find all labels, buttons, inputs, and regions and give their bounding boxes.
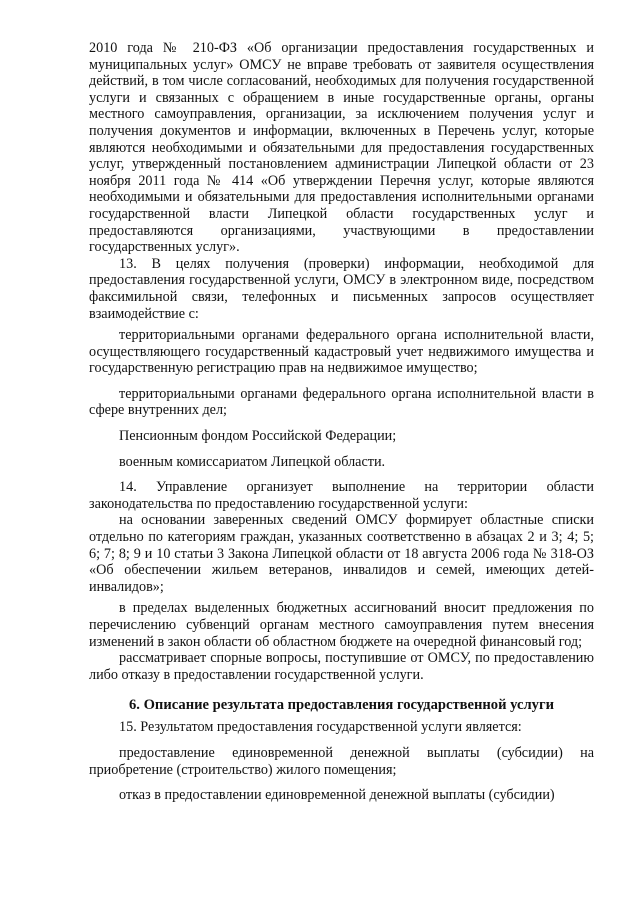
paragraph-cadastral-authority: территориальными органами федерального органа исполнительной власти, осуществляющего государственный кадастровый учет недвижимого имущества и государственную регистрацию прав на недвижимое имущество; [89, 327, 594, 377]
section-heading: 6. Описание результата предоставления государственной услуги [128, 697, 554, 714]
paragraph-result-grant: предоставление единовременной денежной выплаты (субсидии) на приобретение (строительство) жилого помещения; [89, 744, 594, 778]
paragraph-result-refusal: отказ в предоставлении единовременной денежной выплаты (субсидии) [119, 787, 555, 804]
paragraph-pension-fund: Пенсионным фондом Российской Федерации; [119, 428, 397, 445]
paragraph-item-13: 13. В целях получения (проверки) информации, необходимой для предоставления государственной услуги, ОМСУ в электронном виде, посредством факсимильной связи, телефонных и письменных запросов осуществляет взаимодействие с: [89, 255, 594, 322]
paragraph-disputes: рассматривает спорные вопросы, поступившие от ОМСУ, по предоставлению либо отказу в предоставлении государственной услуги. [89, 650, 594, 683]
paragraph-item-14: 14. Управление организует выполнение на территории области законодательства по предоставлению государственной услуги: [89, 479, 594, 512]
paragraph-regional-lists: на основании заверенных сведений ОМСУ формирует областные списки отдельно по категориям граждан, указанных соответственно в абзацах 2 и 3; 4; 5; 6; 7; 8; 9 и 10 статьи 3 Закона Липецкой области от 18 августа 2006 года № 318-ОЗ «Об обеспечении жильем ветеранов, инвалидов и семей, имеющих детей-инвалидов»; [89, 512, 594, 595]
paragraph-internal-affairs: территориальными органами федерального органа исполнительной власти в сфере внутренних дел; [89, 385, 594, 419]
paragraph-military-commissariat: военным комиссариатом Липецкой области. [119, 453, 386, 470]
paragraph-budget-proposals: в пределах выделенных бюджетных ассигнований вносит предложения по перечислению субвенций органам местного самоуправления путем внесения изменений в закон области об областном бюджете на очередной финансовый год; [89, 600, 594, 650]
document-body [89, 40, 594, 804]
paragraph-item-15: 15. Результатом предоставления государственной услуги является: [119, 719, 522, 736]
paragraph-continuation: 2010 года № 210-ФЗ «Об организации предоставления государственных и муниципальных услуг» ОМСУ не вправе требовать от заявителя осуществления действий, в том числе согласований, необходимых для получения государственной услуги и связанных с обращением в иные государственные органы, органы местного самоуправления, организации, за исключением получения услуг и получения документов и информации, включенных в Перечень услуг, которые являются необходимыми и обязательными для предоставления государственных услуг, утвержденный постановлением администрации Липецкой области от 23 ноября 2011 года № 414 «Об утверждении Перечня услуг, которые являются необходимыми и обязательными для предоставления исполнительными органами государственной власти Липецкой области государственных услуг и предоставляются организациями, участвующими в предоставлении государственных услуг». [89, 40, 594, 256]
